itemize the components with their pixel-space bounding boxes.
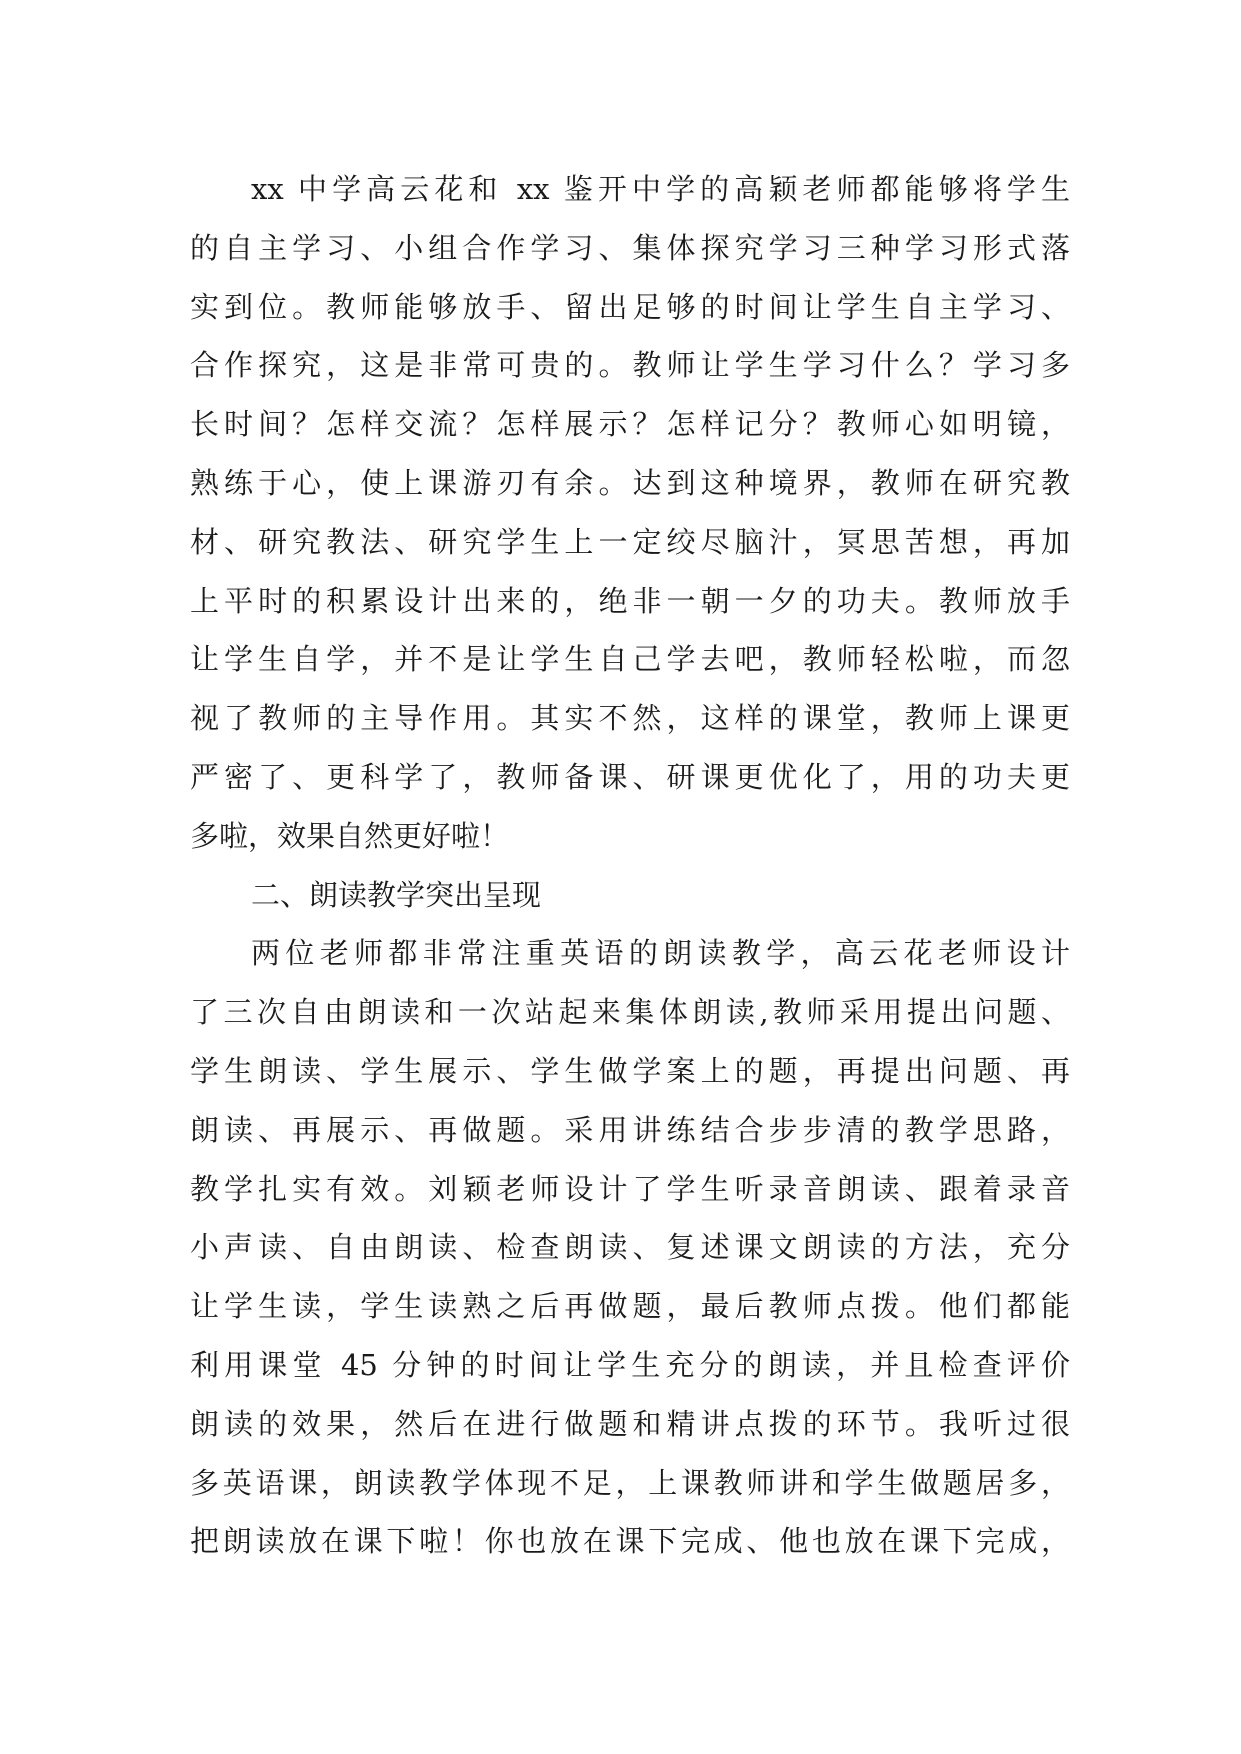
body-text: [190, 160, 1070, 1571]
paragraph-line: 视了教师的主导作用。其实不然，这样的课堂，教师上课更: [190, 701, 1070, 736]
paragraph-line: 合作探究，这是非常可贵的。教师让学生学习什么？学习多: [190, 348, 1070, 383]
paragraph-line: 学生朗读、学生展示、学生做学案上的题，再提出问题、再: [190, 1053, 1070, 1088]
paragraph-line: 把朗读放在课下啦！你也放在课下完成、他也放在课下完成，: [190, 1524, 1070, 1559]
paragraph-line: 的自主学习、小组合作学习、集体探究学习三种学习形式落: [190, 230, 1070, 265]
paragraph-line: 两位老师都非常注重英语的朗读教学，高云花老师设计: [251, 936, 1070, 971]
paragraph-line: 教学扎实有效。刘颖老师设计了学生听录音朗读、跟着录音: [190, 1171, 1070, 1206]
paragraph-line: 上平时的积累设计出来的，绝非一朝一夕的功夫。教师放手: [190, 583, 1070, 618]
paragraph-line: 多英语课，朗读教学体现不足，上课教师讲和学生做题居多，: [190, 1465, 1070, 1500]
paragraph-line: 让学生读，学生读熟之后再做题，最后教师点拨。他们都能: [190, 1289, 1070, 1324]
paragraph-line: 长时间？怎样交流？怎样展示？怎样记分？教师心如明镜，: [190, 407, 1070, 442]
paragraph-line: xx 中学高云花和 xx 鉴开中学的高颖老师都能够将学生: [251, 172, 1070, 206]
paragraph-line: 朗读、再展示、再做题。采用讲练结合步步清的教学思路，: [190, 1112, 1070, 1147]
paragraph-line: 多啦，效果自然更好啦！: [190, 818, 510, 853]
paragraph-line: 朗读的效果，然后在进行做题和精讲点拨的环节。我听过很: [190, 1406, 1070, 1441]
paragraph-line: 熟练于心，使上课游刃有余。达到这种境界，教师在研究教: [190, 465, 1070, 500]
paragraph-line: 小声读、自由朗读、检查朗读、复述课文朗读的方法，充分: [190, 1230, 1070, 1265]
section-heading: 二、朗读教学突出呈现: [251, 877, 542, 912]
paragraph-line: 利用课堂 45 分钟的时间让学生充分的朗读，并且检查评价: [190, 1347, 1070, 1382]
paragraph-line: 材、研究教法、研究学生上一定绞尽脑汁，冥思苦想，再加: [190, 524, 1070, 559]
paragraph-line: 了三次自由朗读和一次站起来集体朗读,教师采用提出问题、: [190, 995, 1070, 1030]
paragraph-line: 实到位。教师能够放手、留出足够的时间让学生自主学习、: [190, 289, 1070, 324]
paragraph-line: 严密了、更科学了，教师备课、研课更优化了，用的功夫更: [190, 759, 1070, 794]
paragraph-line: 让学生自学，并不是让学生自己学去吧，教师轻松啦，而忽: [190, 642, 1070, 677]
